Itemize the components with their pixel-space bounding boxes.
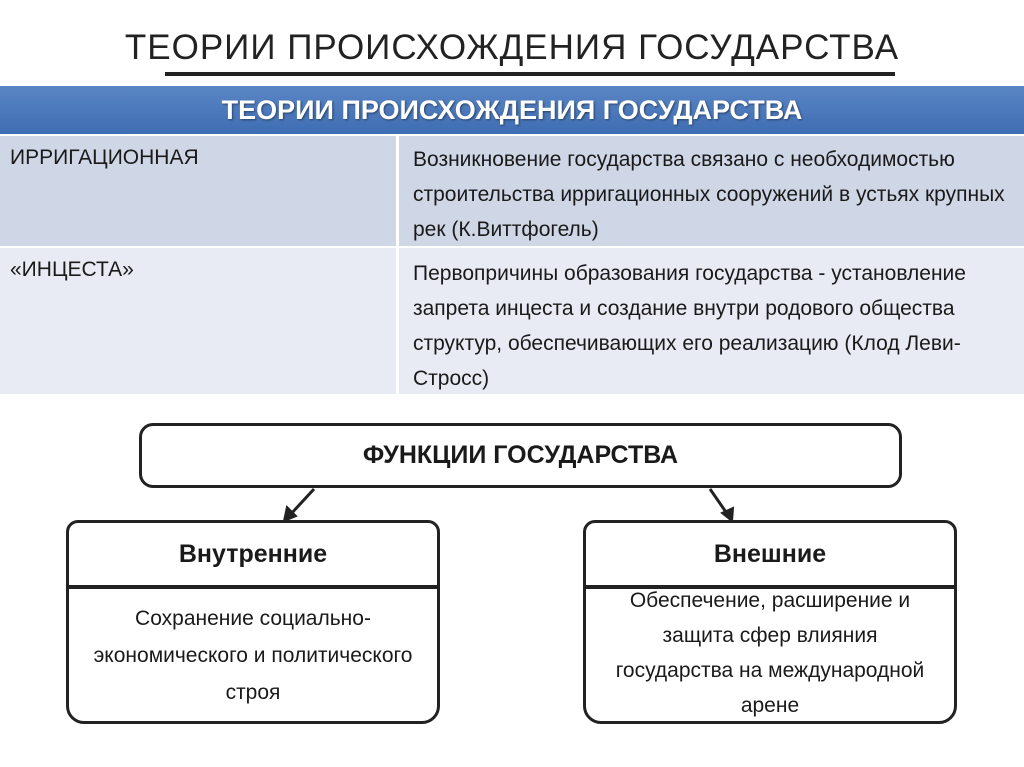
theory-description: Возникновение государства связано с необходимостью строительства ирригационных сооружений в устьях крупных рек (К.Виттфогель): [396, 136, 1024, 246]
functions-root-box: ФУНКЦИИ ГОСУДАРСТВА: [139, 423, 902, 488]
theory-name: «ИНЦЕСТА»: [10, 258, 134, 281]
internal-functions-heading: Внутренние: [66, 520, 440, 588]
external-functions-heading: Внешние: [583, 520, 957, 588]
table-header: ТЕОРИИ ПРОИСХОЖДЕНИЯ ГОСУДАРСТВА: [0, 86, 1024, 134]
slide-title: ТЕОРИИ ПРОИСХОЖДЕНИЯ ГОСУДАРСТВА: [124, 28, 900, 67]
internal-functions-description: Сохранение социально-экономического и политического строя: [66, 586, 440, 724]
external-functions-box: [583, 586, 957, 724]
theory-description: Первопричины образования государства - установление запрета инцеста и создание внутри родового общества структур, обеспечивающих его реализацию (Клод Леви-Стросс): [396, 248, 1024, 394]
theory-name: ИРРИГАЦИОННАЯ: [10, 146, 199, 169]
arrow-left: [290, 489, 314, 515]
external-functions-description: Обеспечение, расширение и защита сфер влияния государства на международной арене: [615, 589, 925, 717]
